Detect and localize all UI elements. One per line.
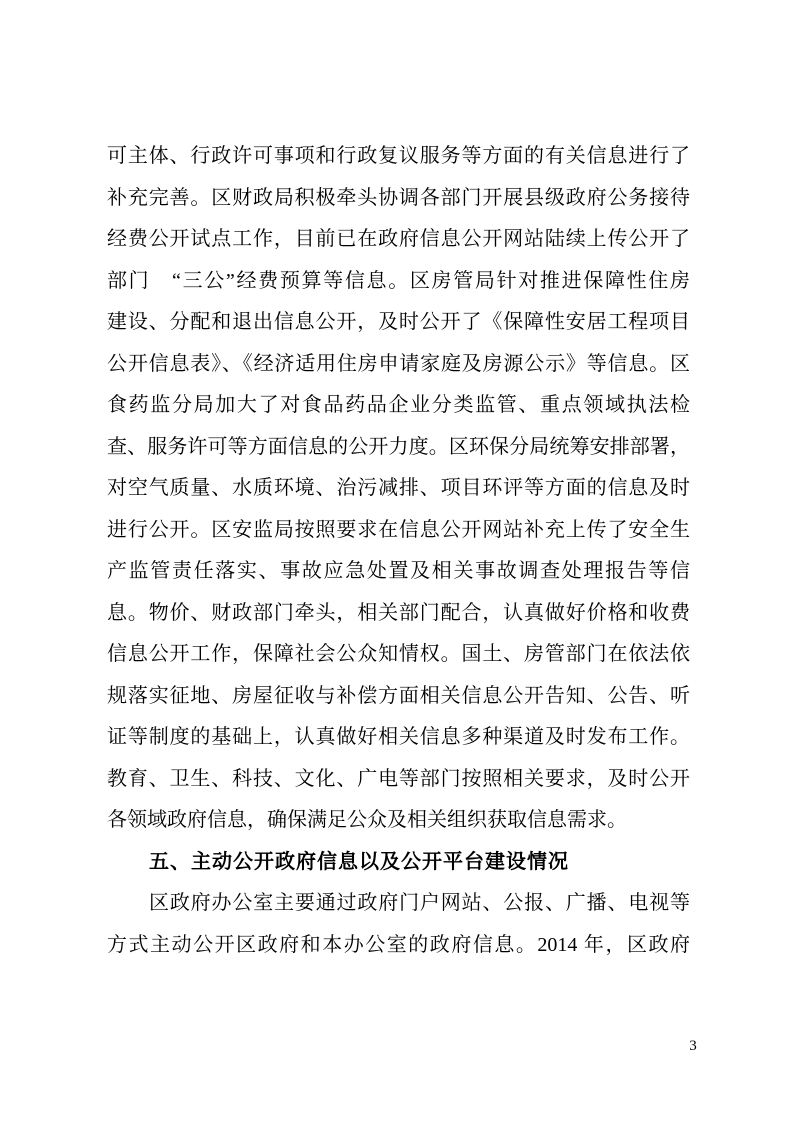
text-line: 息。物价、财政部门牵头，相关部门配合，认真做好价格和收费 <box>107 601 690 624</box>
text-line: 补充完善。区财政局积极牵头协调各部门开展县级政府公务接待 <box>107 186 690 209</box>
text-line: 规落实征地、房屋征收与补偿方面相关信息公开告知、公告、听 <box>107 684 690 707</box>
text-line: 教育、卫生、科技、文化、广电等部门按照相关要求，及时公开 <box>107 767 690 790</box>
text-line: 食药监分局加大了对食品药品企业分类监管、重点领域执法检 <box>107 394 690 416</box>
text-line: 方式主动公开区政府和本办公室的政府信息。2014 年，区政府 <box>107 933 690 956</box>
page-number: 3 <box>689 1038 697 1054</box>
text-line: 部门 “三公”经费预算等信息。区房管局针对推进保障性住房 <box>107 269 690 292</box>
section-heading: 五、主动公开政府信息以及公开平台建设情况 <box>149 850 569 873</box>
text-line: 区政府办公室主要通过政府门户网站、公报、广播、电视等 <box>149 892 690 914</box>
text-line: 产监管责任落实、事故应急处置及相关事故调查处理报告等信 <box>107 560 690 582</box>
text-line: 建设、分配和退出信息公开，及时公开了《保障性安居工程项目 <box>107 311 690 333</box>
text-line: 信息公开工作，保障社会公众知情权。国土、房管部门在依法依 <box>107 643 690 665</box>
text-line: 公开信息表》、《经济适用住房申请家庭及房源公示》等信息。区 <box>107 352 690 375</box>
text-line: 对空气质量、水质环境、治污减排、项目环评等方面的信息及时 <box>107 477 690 499</box>
text-line: 进行公开。区安监局按照要求在信息公开网站补充上传了安全生 <box>107 518 690 541</box>
text-line: 可主体、行政许可事项和行政复议服务等方面的有关信息进行了 <box>107 145 690 167</box>
document-body <box>107 136 690 966</box>
text-line: 证等制度的基础上，认真做好相关信息多种渠道及时发布工作。 <box>107 726 690 748</box>
text-line: 经费公开试点工作，目前已在政府信息公开网站陆续上传公开了 <box>107 228 690 250</box>
text-line: 查、服务许可等方面信息的公开力度。区环保分局统筹安排部署， <box>107 435 690 458</box>
text-line: 各领域政府信息，确保满足公众及相关组织获取信息需求。 <box>107 809 627 831</box>
